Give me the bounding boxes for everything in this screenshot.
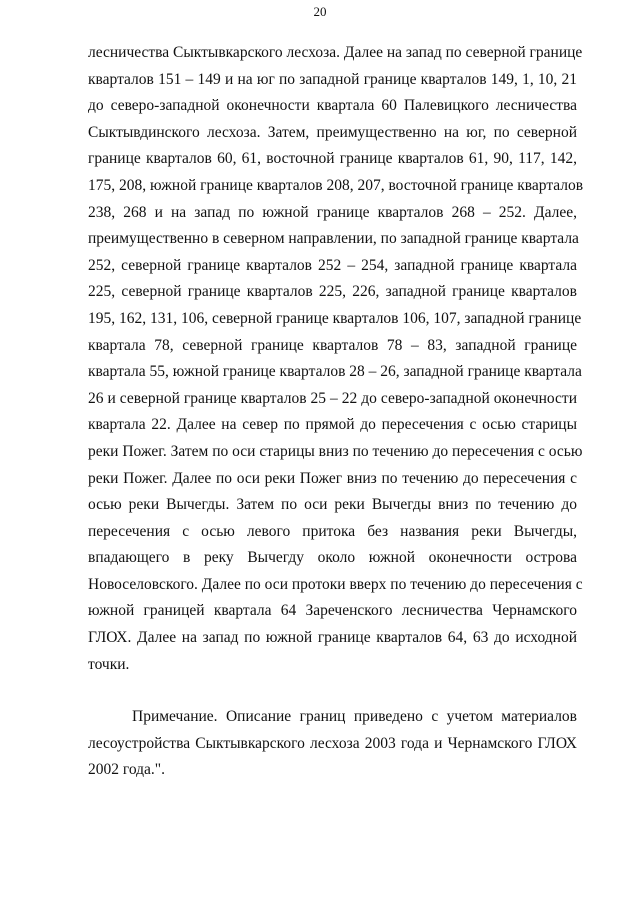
text-line: квартала 22. Далее на север по прямой до пересечения с осью старицы: [88, 416, 577, 434]
text-line: Примечание. Описание границ приведено с учетом материалов: [132, 708, 577, 725]
text-line: реки Пожег. Затем по оси старицы вниз по течению до пересечения с осью: [88, 442, 583, 460]
text-line: Сыктывдинского лесхоза. Затем, преимущественно на юг, по северной: [88, 123, 577, 141]
text-line: квартала 55, южной границе кварталов 28 – 26, западной границе квартала: [88, 363, 582, 381]
text-line: осью реки Вычегды. Затем по оси реки Вычегды вниз по течению до: [88, 496, 577, 514]
text-line: точки.: [88, 655, 130, 673]
text-line: реки Пожег. Далее по оси реки Пожег вниз по течению до пересечения с: [88, 469, 577, 487]
text-line: южной границей квартала 64 Зареченского лесничества Чернамского: [88, 602, 577, 620]
text-line: 238, 268 и на запад по южной границе кварталов 268 – 252. Далее,: [88, 203, 577, 221]
text-line: 2002 года.".: [88, 761, 165, 779]
text-line: квартала 78, северной границе кварталов 78 – 83, западной границе: [88, 336, 577, 354]
text-line: лесничества Сыктывкарского лесхоза. Далее на запад по северной границе: [88, 44, 583, 61]
text-line: 175, 208, южной границе кварталов 208, 207, восточной границе кварталов: [88, 176, 584, 194]
text-line: 252, северной границе кварталов 252 – 254, западной границе квартала: [88, 256, 577, 274]
text-line: 26 и северной границе кварталов 25 – 22 до северо-западной оконечности: [88, 389, 577, 407]
note-paragraph: [88, 704, 577, 784]
note-text: [88, 704, 577, 784]
page-number: 20: [313, 4, 327, 19]
text-line: кварталов 151 – 149 и на юг по западной границе кварталов 149, 1, 10, 21: [88, 70, 577, 88]
text-line: пересечения с осью левого притока без названия реки Вычегды,: [88, 522, 577, 540]
text-line: 195, 162, 131, 106, северной границе кварталов 106, 107, западной границе: [88, 309, 582, 327]
text-line: до северо-западной оконечности квартала 60 Палевицкого лесничества: [88, 97, 577, 115]
boundary-description: [88, 40, 584, 678]
text-line: преимущественно в северном направлении, по западной границе квартала: [88, 230, 579, 248]
text-line: 225, северной границе кварталов 225, 226, западной границе кварталов: [88, 283, 577, 301]
text-line: ГЛОХ. Далее на запад по южной границе кварталов 64, 63 до исходной: [88, 629, 577, 647]
text-line: Новоселовского. Далее по оси протоки вверх по течению до пересечения с: [88, 575, 583, 593]
text-line: лесоустройства Сыктывкарского лесхоза 2003 года и Чернамского ГЛОХ: [88, 734, 577, 752]
text-line: границе кварталов 60, 61, восточной границе кварталов 61, 90, 117, 142,: [88, 150, 577, 168]
main-paragraph: [88, 40, 584, 678]
text-line: впадающего в реку Вычегду около южной оконечности острова: [88, 549, 577, 567]
